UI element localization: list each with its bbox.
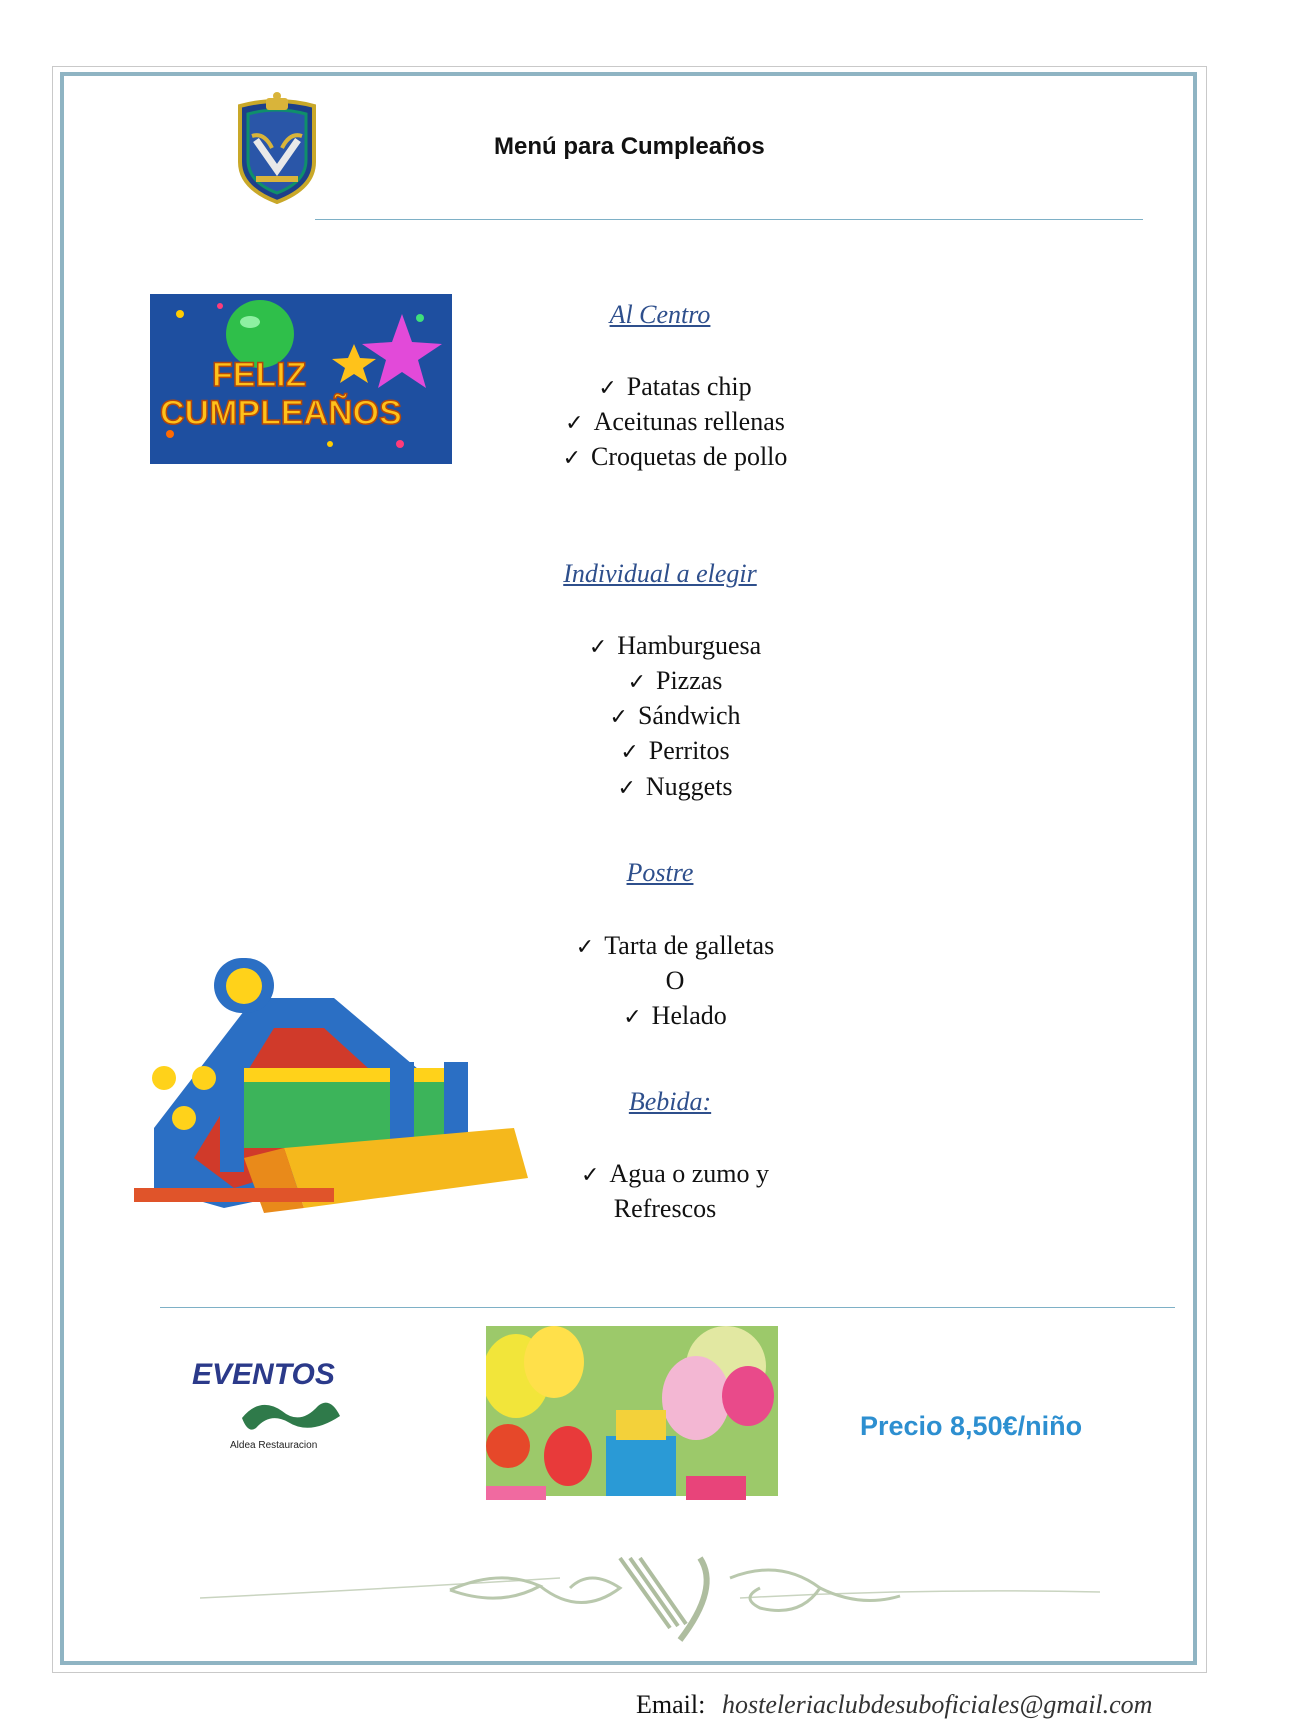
check-icon: ✓	[627, 669, 646, 694]
menu-item: ✓ Patatas chip	[598, 372, 752, 401]
eventos-logo	[190, 1356, 390, 1456]
footer-divider	[160, 1307, 1175, 1308]
menu-item: ✓ Helado	[623, 1001, 727, 1030]
menu-item: ✓ Aceitunas rellenas	[565, 407, 785, 436]
check-icon: ✓	[598, 375, 617, 400]
check-icon: ✓	[580, 1162, 600, 1187]
check-icon: ✓	[588, 634, 608, 659]
eventos-logo-subtitle: Aldea Restauracion	[230, 1440, 318, 1451]
section-heading-al-centro: Al Centro	[609, 300, 711, 329]
menu-item: ✓ Perritos	[620, 736, 730, 765]
check-icon: ✓	[609, 704, 628, 729]
feliz-cumpleanos-image	[150, 294, 452, 464]
cumpleanos-text: CUMPLEAÑOS	[160, 394, 402, 432]
check-icon: ✓	[562, 445, 581, 470]
menu-item: ✓ Agua o zumo y	[580, 1159, 770, 1188]
menu-item: O	[665, 966, 685, 995]
header-divider	[315, 219, 1143, 220]
check-icon: ✓	[620, 739, 639, 764]
section-heading-bebida: Bebida:	[628, 1087, 712, 1116]
cutlery-flourish-ornament	[200, 1548, 1100, 1648]
menu-item: ✓ Sándwich	[609, 701, 741, 730]
section-heading-individual: Individual a elegir	[563, 559, 757, 588]
eventos-logo-title: EVENTOS	[192, 1358, 335, 1391]
check-icon: ✓	[575, 934, 595, 959]
section-heading-postre: Postre	[626, 858, 694, 887]
menu-item: ✓ Hamburguesa	[588, 631, 762, 660]
birthday-party-image	[486, 1326, 778, 1522]
footer-email-address[interactable]: hosteleriaclubdesuboficiales@gmail.com	[722, 1690, 1153, 1719]
menu-item: Refrescos	[613, 1194, 717, 1223]
page-title: Menú para Cumpleaños	[494, 133, 765, 160]
check-icon: ✓	[565, 410, 584, 435]
club-crest-logo	[232, 92, 322, 204]
check-icon: ✓	[617, 775, 636, 800]
menu-item: ✓ Croquetas de pollo	[562, 442, 788, 471]
menu-item: ✓ Pizzas	[627, 666, 723, 695]
footer-email-label: Email:	[636, 1690, 706, 1719]
inflatable-castle-image	[134, 958, 528, 1228]
menu-item: ✓ Nuggets	[617, 772, 733, 801]
price-label: Precio 8,50€/niño	[860, 1411, 1083, 1441]
check-icon: ✓	[623, 1004, 642, 1029]
feliz-text: FELIZ	[212, 356, 307, 394]
menu-item: ✓ Tarta de galletas	[575, 931, 775, 960]
